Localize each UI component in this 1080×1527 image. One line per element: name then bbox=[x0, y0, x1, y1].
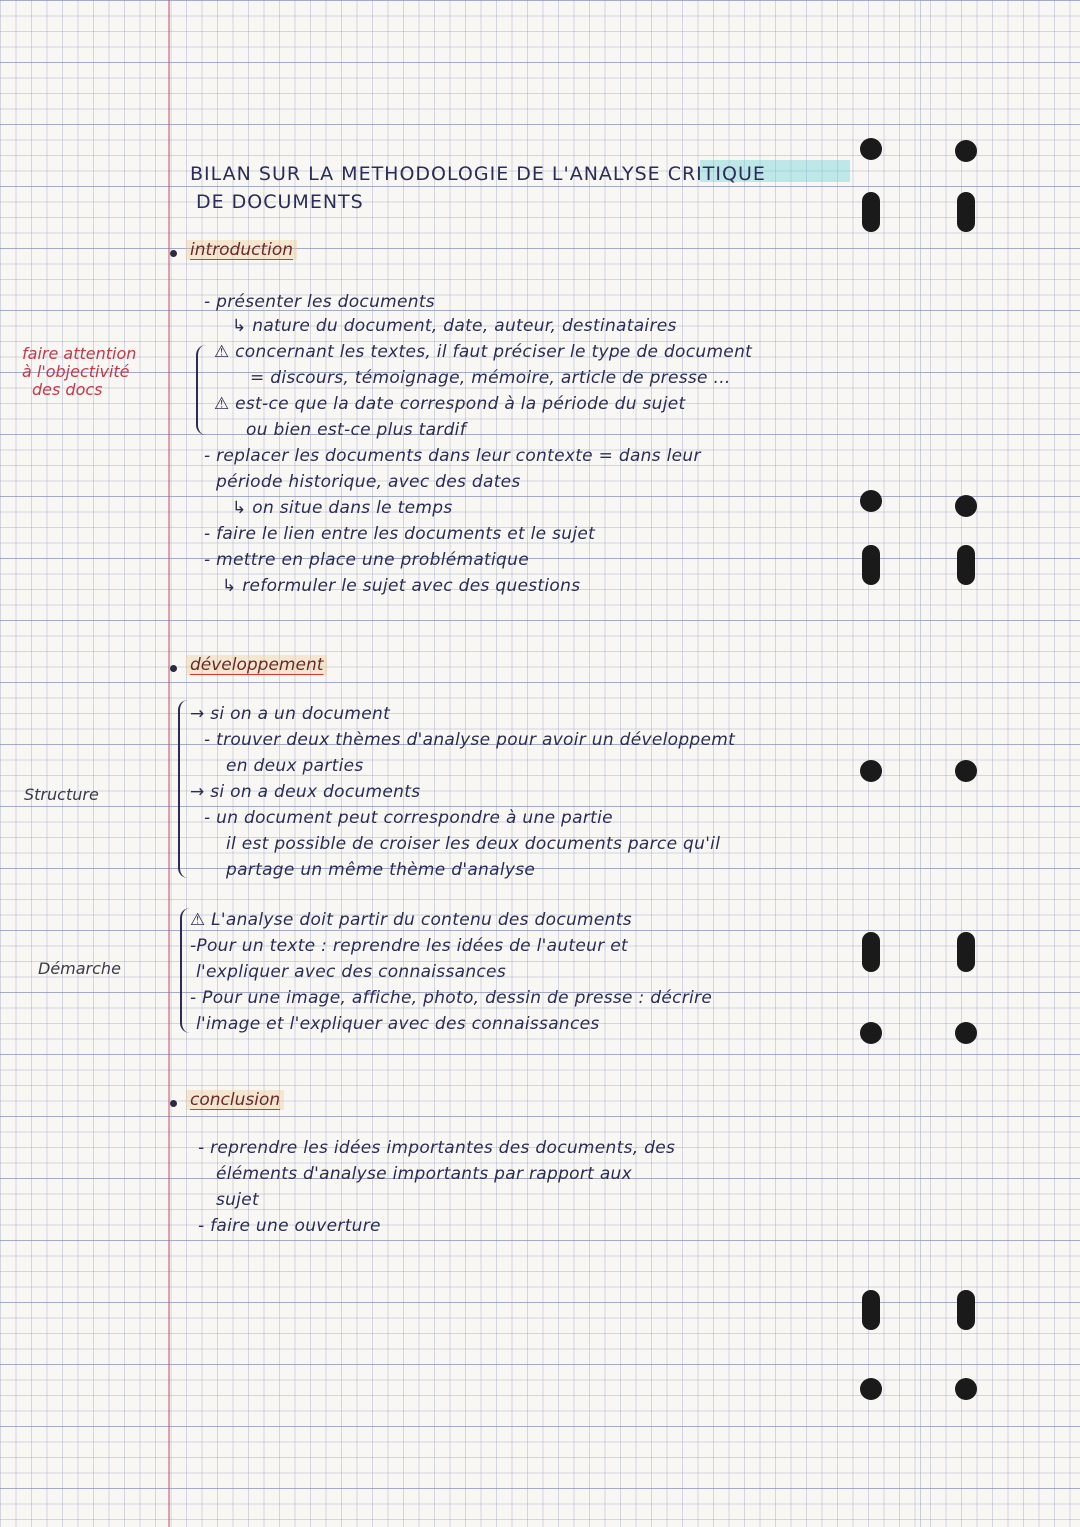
demarche-line: l'image et l'expliquer avec des connaissances bbox=[196, 1014, 600, 1034]
right-margin-line bbox=[920, 0, 921, 1527]
brace bbox=[178, 700, 188, 878]
conclusion-line: éléments d'analyse importants par rapport aux bbox=[216, 1164, 632, 1184]
demarche-line: -Pour un texte : reprendre les idées de l'auteur et bbox=[190, 936, 628, 956]
conclusion-line: - reprendre les idées importantes des documents, des bbox=[198, 1138, 676, 1158]
structure-line: - un document peut correspondre à une partie bbox=[204, 808, 613, 828]
brace bbox=[180, 908, 190, 1033]
binder-hole bbox=[862, 545, 880, 585]
binder-hole bbox=[860, 760, 882, 782]
introduction-side-note: faire attention à l'objectivité des docs bbox=[22, 344, 137, 399]
binder-hole bbox=[955, 1022, 977, 1044]
structure-line: en deux parties bbox=[226, 756, 364, 776]
binder-hole bbox=[955, 495, 977, 517]
demarche-line: ⚠ L'analyse doit partir du contenu des documents bbox=[190, 910, 632, 930]
demarche-side-note: Démarche bbox=[38, 959, 121, 978]
conclusion-line: - faire une ouverture bbox=[198, 1216, 381, 1236]
binder-hole bbox=[957, 192, 975, 232]
binder-hole bbox=[860, 490, 882, 512]
intro-line: - faire le lien entre les documents et le sujet bbox=[204, 524, 596, 544]
binder-hole bbox=[955, 140, 977, 162]
intro-line: période historique, avec des dates bbox=[216, 472, 521, 492]
conclusion-heading: conclusion bbox=[186, 1090, 284, 1110]
section-bullet bbox=[170, 1100, 177, 1107]
section-bullet bbox=[170, 250, 177, 257]
brace bbox=[196, 345, 206, 435]
intro-line: ↳ nature du document, date, auteur, destinataires bbox=[232, 316, 677, 336]
structure-line: → si on a un document bbox=[190, 704, 391, 724]
binder-hole bbox=[860, 1378, 882, 1400]
binder-hole bbox=[862, 192, 880, 232]
intro-line: - présenter les documents bbox=[204, 292, 435, 312]
title-line-1: BILAN SUR LA METHODOLOGIE DE L'ANALYSE CRITIQUE bbox=[190, 163, 766, 185]
structure-line: - trouver deux thèmes d'analyse pour avoir un développemt bbox=[204, 730, 736, 750]
binder-hole bbox=[862, 932, 880, 972]
demarche-line: l'expliquer avec des connaissances bbox=[196, 962, 506, 982]
binder-hole bbox=[957, 545, 975, 585]
demarche-line: - Pour une image, affiche, photo, dessin de presse : décrire bbox=[190, 988, 713, 1008]
conclusion-line: sujet bbox=[216, 1190, 259, 1210]
intro-line: ⚠ concernant les textes, il faut préciser le type de document bbox=[214, 342, 753, 362]
section-bullet bbox=[170, 665, 177, 672]
introduction-heading: introduction bbox=[186, 240, 297, 260]
intro-line: - replacer les documents dans leur contexte = dans leur bbox=[204, 446, 701, 466]
intro-line: = discours, témoignage, mémoire, article de presse ... bbox=[250, 368, 731, 388]
binder-hole bbox=[860, 1022, 882, 1044]
margin-line bbox=[168, 0, 170, 1527]
binder-hole bbox=[955, 1378, 977, 1400]
intro-line: ↳ reformuler le sujet avec des questions bbox=[222, 576, 581, 596]
binder-hole bbox=[957, 932, 975, 972]
binder-hole bbox=[862, 1290, 880, 1330]
intro-line: - mettre en place une problématique bbox=[204, 550, 529, 570]
intro-line: ↳ on situe dans le temps bbox=[232, 498, 453, 518]
binder-hole bbox=[860, 138, 882, 160]
page-title bbox=[190, 160, 766, 216]
binder-hole bbox=[955, 760, 977, 782]
developpement-heading: développement bbox=[186, 655, 327, 675]
title-line-2: DE DOCUMENTS bbox=[196, 191, 364, 213]
intro-line: ⚠ est-ce que la date correspond à la période du sujet bbox=[214, 394, 686, 414]
binder-hole bbox=[957, 1290, 975, 1330]
structure-side-note: Structure bbox=[24, 785, 99, 804]
structure-line: partage un même thème d'analyse bbox=[226, 860, 536, 880]
structure-line: il est possible de croiser les deux documents parce qu'il bbox=[226, 834, 721, 854]
structure-line: → si on a deux documents bbox=[190, 782, 421, 802]
intro-line: ou bien est-ce plus tardif bbox=[246, 420, 466, 440]
